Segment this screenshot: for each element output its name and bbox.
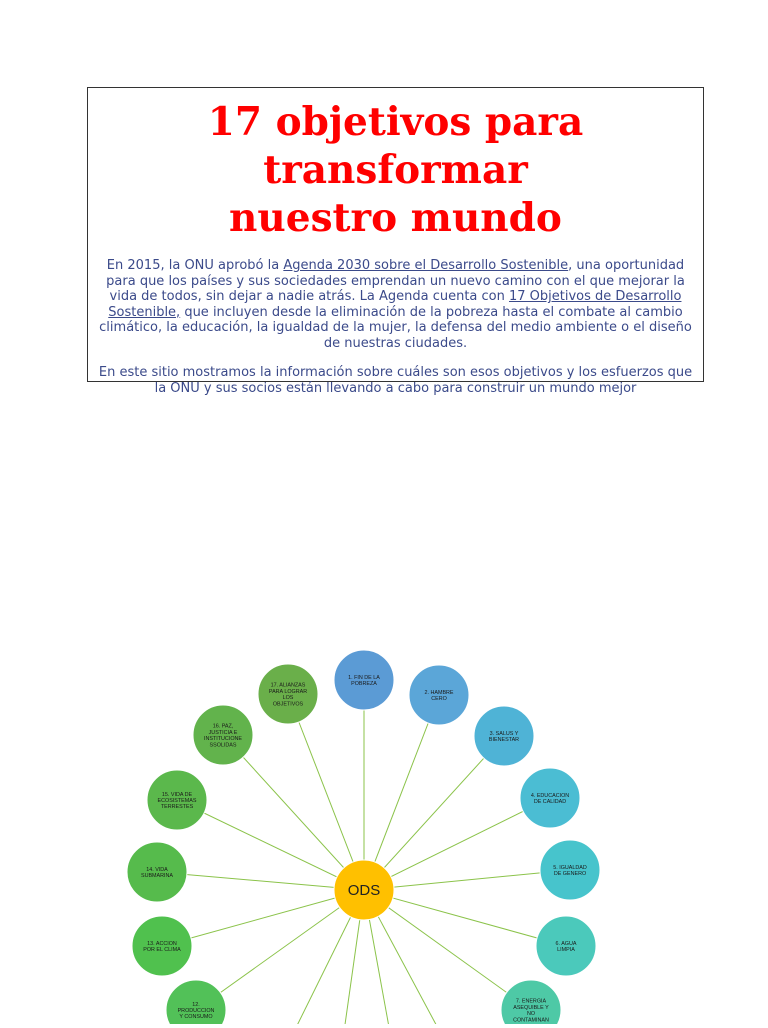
ods-goal-node xyxy=(540,840,600,900)
goal-label: POR EL CLIMA xyxy=(143,947,181,954)
goal-label: CONTAMINAN xyxy=(513,1017,549,1024)
goal-label: 15. VIDA DE xyxy=(161,791,193,798)
goal-label: PRODUCCION xyxy=(177,1008,215,1014)
goal-label: 13. ACCION xyxy=(147,940,177,947)
goal-label: CERO xyxy=(431,696,447,703)
intro-text-b: , una oportunidad para que los países y sus sociedades emprendan un nuevo camino con el que mejorar la vida de todos, sin dejar a nadie atrás. La Agenda cuenta con xyxy=(106,258,685,304)
intro-paragraph xyxy=(96,258,695,351)
intro-text-a: En 2015, la ONU aprobó la xyxy=(106,258,284,273)
ods-goal-node xyxy=(334,650,394,710)
goal-label: 1. FIN DE LA xyxy=(348,674,380,681)
intro-box xyxy=(87,87,704,396)
agenda-2030-link[interactable]: Agenda 2030 sobre el Desarrollo Sostenible xyxy=(283,258,569,273)
goal-label: OBJETIVOS xyxy=(272,701,304,708)
ods-goal-node xyxy=(147,770,207,830)
goal-label: 14. VIDA xyxy=(146,866,168,873)
page-title xyxy=(88,98,703,242)
goal-label: 4. EDUCACION xyxy=(530,792,570,799)
connector-line xyxy=(162,890,364,946)
site-description: En este sitio mostramos la información sobre cuáles son esos objetivos y los esfuerzos que la ONU y sus socios están llevando a cabo para construir un mundo mejor xyxy=(98,365,693,396)
goal-label: 17. ALIANZAS xyxy=(270,682,306,689)
ods-diagram-svg xyxy=(0,600,768,1024)
ods-goal-node xyxy=(409,665,469,725)
goal-label: DE GENERO xyxy=(553,871,587,878)
goal-label: SUBMARINA xyxy=(140,873,174,880)
goal-label: DE CALIDAD xyxy=(533,799,567,806)
ods-goal-node xyxy=(258,664,318,724)
title-line-1: 17 objetivos para transformar xyxy=(207,99,584,193)
goal-label: NO xyxy=(526,1011,536,1018)
goal-label: LIMPIA xyxy=(557,947,575,954)
ods-goal-node xyxy=(501,980,561,1024)
goal-label: PARA LOGRAR xyxy=(268,688,308,695)
goal-label: 3. SALUS Y xyxy=(489,730,519,737)
intro-text-c: que incluyen desde la eliminación de la pobreza hasta el combate al cambio climático, la educación, la igualdad de la mujer, la defensa del medio ambiente o el diseño de nuestras ciudades. xyxy=(99,304,692,351)
ods-goal-node xyxy=(536,916,596,976)
connector-line xyxy=(364,695,439,890)
ods-goal-node xyxy=(520,768,580,828)
goal-label: 5. IGUALDAD xyxy=(553,864,587,871)
goal-label: 12. xyxy=(192,1001,200,1008)
ods-center-node xyxy=(334,860,394,920)
goal-label: 2. HAMBRE xyxy=(424,689,454,696)
ods-goal-node xyxy=(127,842,187,902)
goal-label: ECOSISTEMAS xyxy=(157,798,197,804)
connector-line xyxy=(364,736,504,890)
goal-label: BIENESTAR xyxy=(488,737,520,744)
title-line-2: nuestro mundo xyxy=(229,195,562,241)
connector-line xyxy=(288,694,364,890)
goal-label: 6. AGUA xyxy=(555,940,577,947)
connector-line xyxy=(223,735,364,890)
connector-line xyxy=(364,870,570,890)
ods-goal-node xyxy=(193,705,253,765)
connector-line xyxy=(196,890,364,1010)
goal-label: SSOLIDAS xyxy=(209,742,237,749)
ods-goal-node xyxy=(166,980,226,1024)
goal-label: ASEQUIBLE Y xyxy=(513,1004,549,1011)
ods-goal-node xyxy=(132,916,192,976)
goal-label: POBREZA xyxy=(351,681,377,688)
goal-label: INSTITUCIONE xyxy=(203,736,243,743)
goal-label: TERRESTES xyxy=(160,804,194,811)
ods-diagram xyxy=(0,600,768,1024)
connector-line xyxy=(364,890,531,1010)
goal-label: JUSTICIA E xyxy=(208,729,238,736)
goal-label: LOS xyxy=(282,695,294,702)
goal-label: Y CONSUMO xyxy=(179,1014,213,1021)
ods-goal-node xyxy=(474,706,534,766)
goal-label: 7. ENERGIA xyxy=(515,998,547,1005)
connector-line xyxy=(364,798,550,890)
goal-label: 16. PAZ, xyxy=(212,723,234,730)
ods-link[interactable]: 17 Objetivos de Desarrollo Sostenible, xyxy=(108,289,682,320)
connector-line xyxy=(364,890,566,946)
center-label: ODS xyxy=(347,882,381,899)
